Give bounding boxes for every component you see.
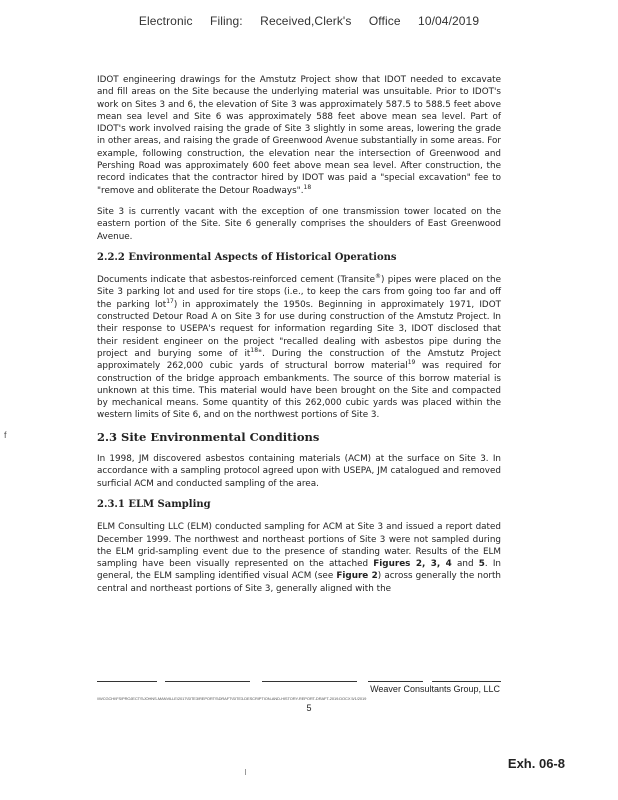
footer-rule xyxy=(165,681,250,682)
scan-mark xyxy=(245,769,246,775)
stamp-date: 10/04/2019 xyxy=(418,14,480,28)
margin-mark: f xyxy=(4,430,7,440)
footer-rule xyxy=(97,681,157,682)
figure-ref: 5 xyxy=(478,559,485,570)
page-body xyxy=(97,74,501,604)
paragraph-jm-discovered: In 1998, JM discovered asbestos containing materials (ACM) at the surface on Site 3. In accordance with a sampling protocol agreed upon with USEPA, JM catalogued and removed surficial ACM and conducted sampling of the area. xyxy=(97,454,501,489)
stamp-filing: Filing: xyxy=(210,14,243,28)
stamp-office: Office xyxy=(368,14,401,28)
heading-2-2-2: 2.2.2 Environmental Aspects of Historical Operations xyxy=(97,251,397,263)
heading-2-3: 2.3 Site Environmental Conditions xyxy=(97,429,320,444)
footer-rule xyxy=(262,681,357,682)
exhibit-label: Exh. 06-8 xyxy=(507,756,565,771)
figure-ref: Figures 2, 3, 4 xyxy=(373,559,452,570)
stamp-electronic: Electronic xyxy=(138,14,193,28)
footnote-ref: 19 xyxy=(407,359,416,367)
registered-mark: ® xyxy=(375,273,381,281)
footer-rule xyxy=(432,681,501,682)
paragraph-idot-engineering: IDOT engineering drawings for the Amstutz Project show that IDOT needed to excavate and fill areas on the Site because the underlying material was unsuitable. Prior to IDOT's work on Sites 3 and 6, the elevation of Site 3 was approximately 587.5 to 588.5 feet above mean sea level and Site 6 was approximately 588 feet above mean sea level. Part of IDOT's work involved raising the grade of Site 3 slightly in some areas, lowering the grade in other areas, and raising the grade of Greenwood Avenue substantially in some areas. For example, following construction, the elevation near the intersection of Greenwood and Pershing Road was approximately 600 feet above mean sea level. After construction, the record indicates that the contractor hired by IDOT was paid a "special excavation" fee to "remove and obliterate the Detour Roadways".$^{18}$ xyxy=(97,75,501,196)
paragraph-asbestos-pipes: Documents indicate that asbestos-reinforced cement (Transite®) pipes were placed on the Site 3 parking lot and used for tire stops (i.e., to keep the cars from going too far and off the parking lot$^{17}$) in approximately the 1950s. Beginning in approximately 1971, IDOT constructed Detour Road A on Site 3 for use during construction of the Amstutz Project. In their response to USEPA's request for information regarding Site 3, IDOT disclosed that their resident engineer on the project "recalled dealing with asbestos pipe during the project and burying some of $it^{18}$". During the construction of the Amstutz Project approximately 262,000 cubic yards of structural borrow material$^{19}$ was required for construction of the bridge approach embankments. The source of this borrow material is unknown at this time. This material would have been brought on the Site and compacted by mechanical means. Some quantity of this 262,000 cubic yards was placed within the western limits of Site 6, and on the northwest portions of Site 3. xyxy=(97,273,502,421)
paragraph-elm-sampling: ELM Consulting LLC (ELM) conducted sampling for ACM at Site 3 and issued a report dated December 1999. The northwest and northeast portions of Site 3 were not sampled during the ELM grid-sampling event due to the presence of standing water. Results of the ELM sampling have been visually represented on the attached Figures 2, 3, 4 and 5. In general, the ELM sampling identified visual ACM (see Figure 2) across generally the north central and northeast portions of Site 3, generally aligned with the xyxy=(97,522,502,594)
paragraph-site3-vacant: Site 3 is currently vacant with the exception of one transmission tower located on the eastern portion of the Site. Site 6 generally comprises the shoulders of East Greenwood Avenue. xyxy=(97,206,501,242)
footnote-ref: 18 xyxy=(250,347,259,355)
footnote-ref: 18 xyxy=(303,183,312,191)
document-path: \\WCGCHI\FS\PROJECTS\JOHNS-MANVILLE\2017\SITE3\REPORTS\DRAFT\SITE3-DESCRIPTION-AND-HISTORY-REPORT-DRAFT-2019.DOCX 5/1/2019 xyxy=(97,696,367,701)
consultant-name: Weaver Consultants Group, LLC xyxy=(370,684,500,694)
footnote-ref: 17 xyxy=(166,297,174,305)
filing-stamp xyxy=(0,14,618,28)
stamp-received: Received,Clerk's xyxy=(260,14,352,28)
heading-2-3-1: 2.3.1 ELM Sampling xyxy=(97,498,211,510)
page-number: 5 xyxy=(306,703,312,713)
figure-ref: Figure 2 xyxy=(336,571,378,582)
footer-rule xyxy=(368,681,423,682)
